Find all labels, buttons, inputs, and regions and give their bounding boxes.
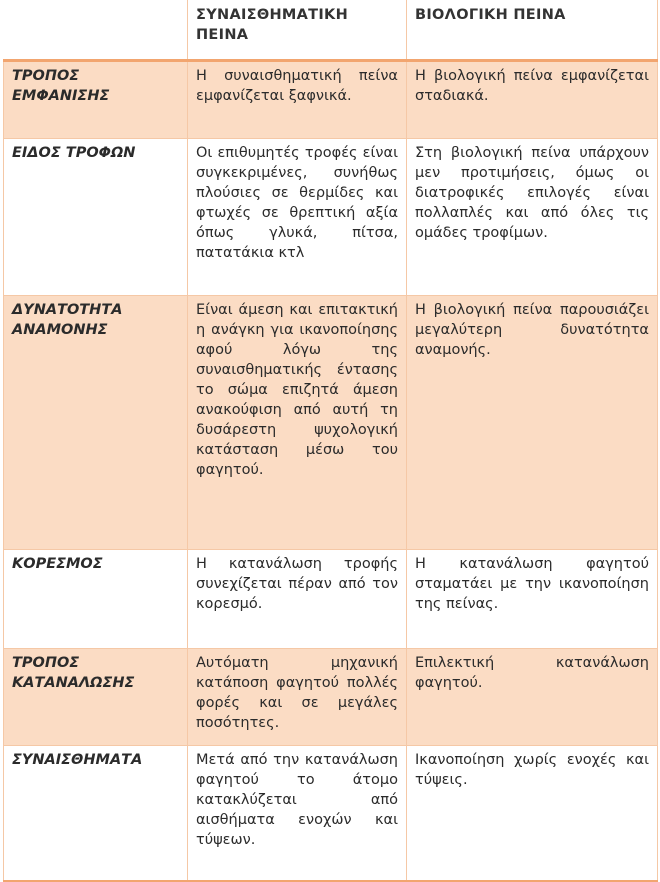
biological-cell: Η βιολογική πείνα εμφανίζεται σταδιακά. — [407, 61, 658, 139]
row-label: ΔΥΝΑΤΟΤΗΤΑ ΑΝΑΜΟΝΗΣ — [4, 296, 188, 550]
biological-cell: Η βιολογική πείνα παρουσιάζει μεγαλύτερη δυνατότητα αναμονής. — [407, 296, 658, 550]
header-empty-cell — [4, 1, 188, 61]
header-biological-hunger: ΒΙΟΛΟΓΙΚΗ ΠΕΙΝΑ — [407, 1, 658, 61]
emotional-cell: Είναι άμεση και επιτακτική η ανάγκη για ικανοποίησης αφού λόγω της συναισθηματικής έντασης το σώμα επιζητά άμεση ανακούφιση από αυτή τη δυσάρεστη ψυχολογική κατάσταση μέσω του φαγητού. — [188, 296, 407, 550]
row-label: ΣΥΝΑΙΣΘΗΜΑΤΑ — [4, 746, 188, 881]
biological-cell: Επιλεκτική κατανάλωση φαγητού. — [407, 649, 658, 746]
row-label: ΚΟΡΕΣΜΟΣ — [4, 550, 188, 649]
row-label: ΤΡΟΠΟΣ ΕΜΦΑΝΙΣΗΣ — [4, 61, 188, 139]
row-label: ΤΡΟΠΟΣ ΚΑΤΑΝΑΛΩΣΗΣ — [4, 649, 188, 746]
emotional-cell: Αυτόματη μηχανική κατάποση φαγητού πολλές φορές και σε μεγάλες ποσότητες. — [188, 649, 407, 746]
biological-cell: Η κατανάλωση φαγητού σταματάει με την ικανοποίηση της πείνας. — [407, 550, 658, 649]
emotional-cell: Η συναισθηματική πείνα εμφανίζεται ξαφνικά. — [188, 61, 407, 139]
biological-cell: Ικανοποίηση χωρίς ενοχές και τύψεις. — [407, 746, 658, 881]
emotional-cell: Η κατανάλωση τροφής συνεχίζεται πέραν από τον κορεσμό. — [188, 550, 407, 649]
table-row — [4, 61, 658, 139]
comparison-table — [3, 0, 658, 882]
header-emotional-hunger: ΣΥΝΑΙΣΘΗΜΑΤΙΚΗ ΠΕΙΝΑ — [188, 1, 407, 61]
table-row — [4, 550, 658, 649]
table-row — [4, 746, 658, 881]
emotional-cell: Οι επιθυμητές τροφές είναι συγκεκριμένες, συνήθως πλούσιες σε θερμίδες και φτωχές σε θρεπτική αξία όπως γλυκά, πίτσα, πατατάκια κτλ — [188, 139, 407, 296]
table-header-row — [4, 1, 658, 61]
emotional-cell: Μετά από την κατανάλωση φαγητού το άτομο κατακλύζεται από αισθήματα ενοχών και τύψεων. — [188, 746, 407, 881]
table-row — [4, 649, 658, 746]
table-row — [4, 296, 658, 550]
table-row — [4, 139, 658, 296]
row-label: ΕΙΔΟΣ ΤΡΟΦΩΝ — [4, 139, 188, 296]
biological-cell: Στη βιολογική πείνα υπάρχουν μεν προτιμήσεις, όμως οι διατροφικές επιλογές είναι πολλαπλές και από όλες τις ομάδες τροφίμων. — [407, 139, 658, 296]
